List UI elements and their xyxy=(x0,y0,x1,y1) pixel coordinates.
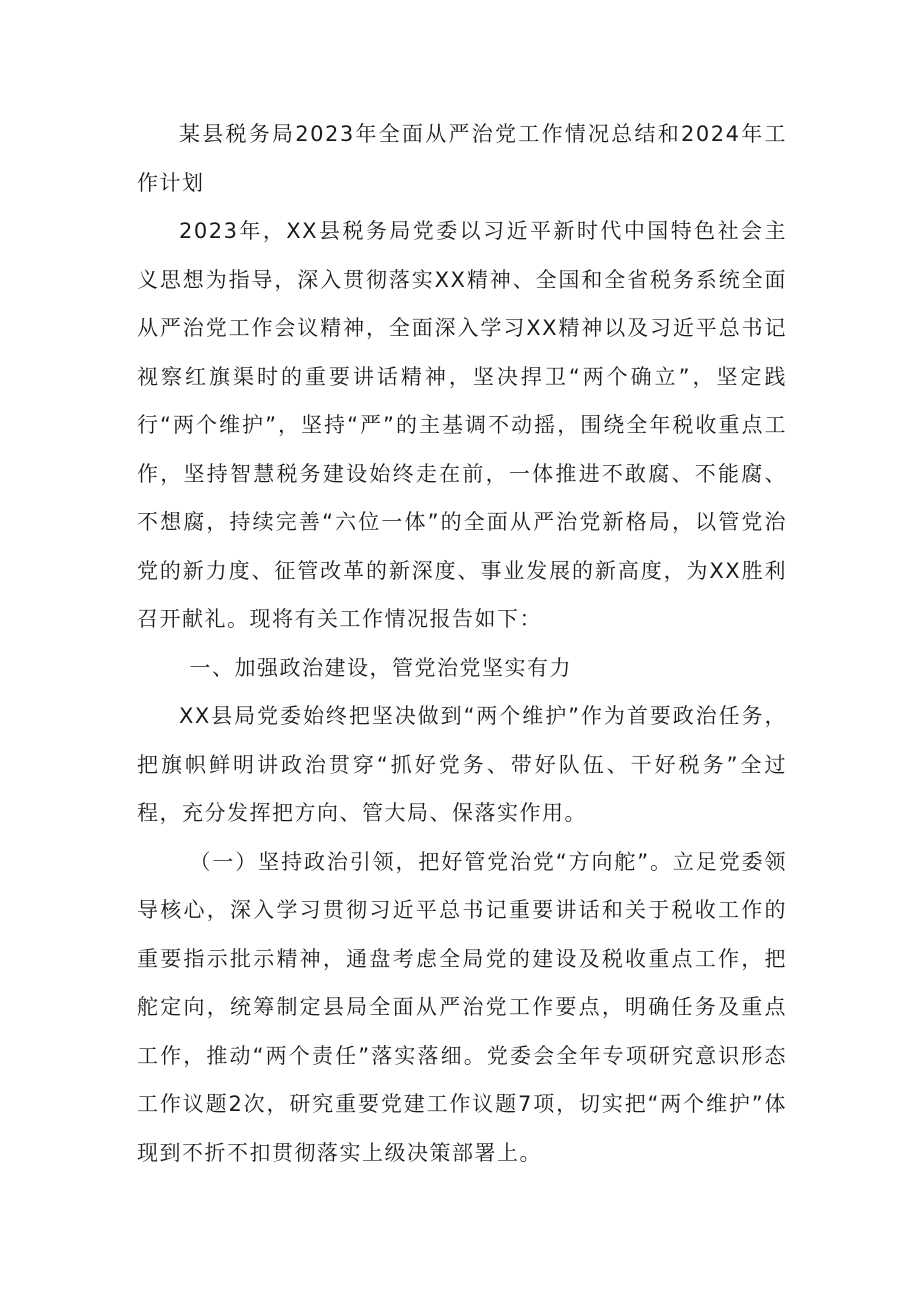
document-title: 某县税务局2023年全面从严治党工作情况总结和2024年工作计划 xyxy=(137,122,787,195)
intro-paragraph: 2023年，XX县税务局党委以习近平新时代中国特色社会主义思想为指导，深入贯彻落实XX精神、全国和全省税务系统全面从严治党工作会议精神，全面深入学习XX精神以及习近平总书记视察红旗渠时的重要讲话精神，坚决捍卫“两个确立”，坚定践行“两个维护”，坚持“严”的主基调不动摇，围绕全年税收重点工作，坚持智慧税务建设始终走在前，一体推进不敢腐、不能腐、不想腐，持续完善“六位一体”的全面从严治党新格局，以管党治党的新力度、征管改革的新深度、事业发展的新高度，为XX胜利召开献礼。现将有关工作情况报告如下： xyxy=(137,219,787,631)
document-body xyxy=(137,110,787,1177)
section-heading-1: 一、加强政治建设，管党治党坚实有力 xyxy=(189,655,572,680)
section-1-paragraph: XX县局党委始终把坚决做到“两个维护”作为首要政治任务，把旗帜鲜明讲政治贯穿“抓好党务、带好队伍、干好税务”全过程，充分发挥把方向、管大局、保落实作用。 xyxy=(137,704,787,825)
subsection-1-paragraph: （一）坚持政治引领，把好管党治党“方向舵”。立足党委领导核心，深入学习贯彻习近平总书记重要讲话和关于税收工作的重要指示批示精神，通盘考虑全局党的建设及税收重点工作，把舵定向，统筹制定县局全面从严治党工作要点，明确任务及重点工作，推动“两个责任”落实落细。党委会全年专项研究意识形态工作议题2次，研究重要党建工作议题7项，切实把“两个维护”体现到不折不扣贯彻落实上级决策部署上。 xyxy=(137,849,787,1165)
